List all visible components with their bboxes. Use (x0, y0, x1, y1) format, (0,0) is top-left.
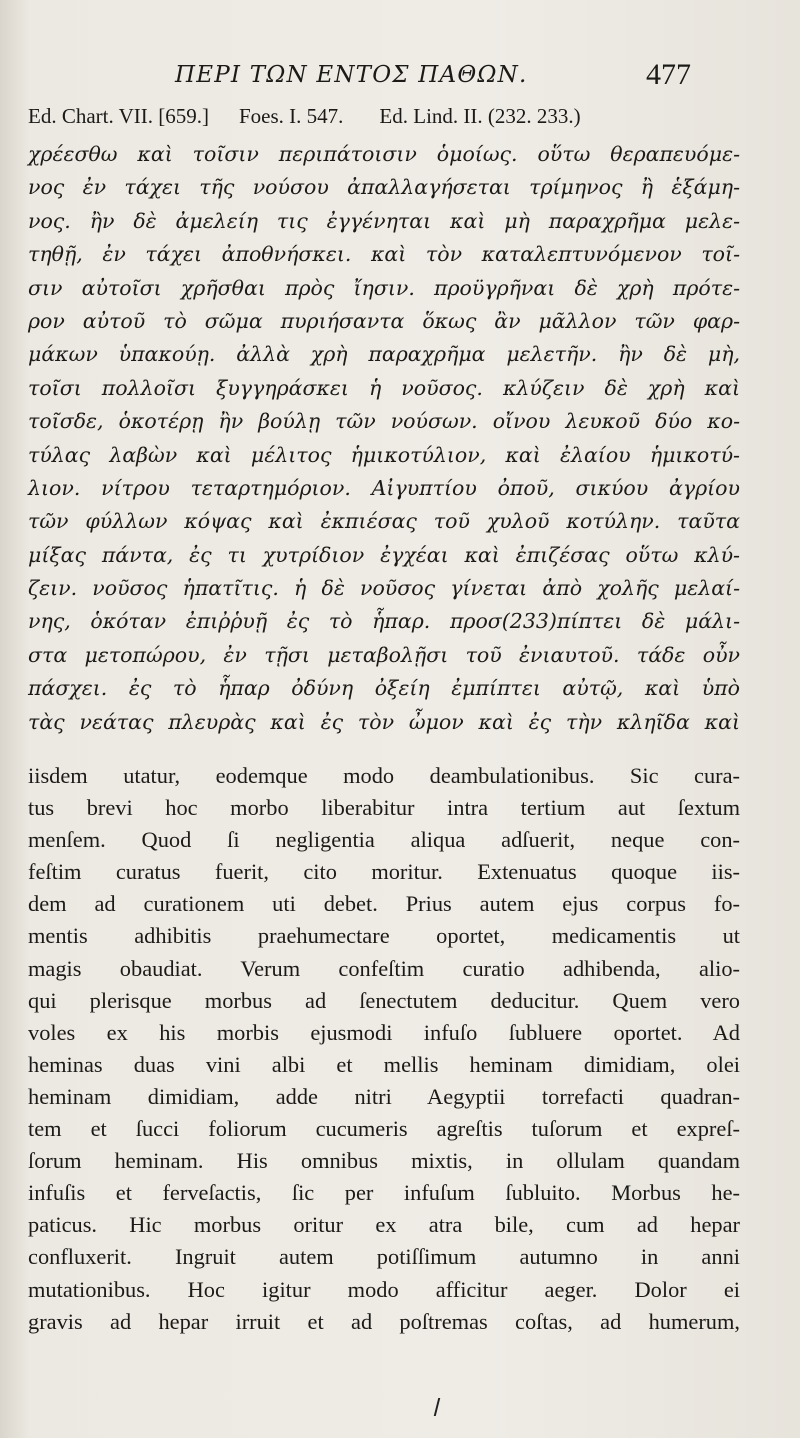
latin-line: dem ad curationem uti debet. Prius autem ejus corpus fo- (28, 891, 740, 917)
latin-line: gravis ad hepar irruit et ad poſtremas coſtas, ad humerum, (28, 1308, 740, 1334)
running-title: ΠΕΡΙ ΤΩΝ ΕΝΤΟΣ ΠΑΘΩΝ. (175, 62, 528, 88)
latin-line: qui plerisque morbus ad ſenectutem deducitur. Quem vero (28, 987, 740, 1013)
greek-line: τὰς νεάτας πλευρὰς καὶ ἐς τὸν ὦμον καὶ ἐς τὴν κληῖδα καὶ (28, 709, 740, 734)
greek-line: μίξας πάντα, ἐς τι χυτρίδιον ἐγχέαι καὶ ἐπιζέσας οὕτω κλύ- (28, 542, 740, 567)
greek-line: νος. ἢν δὲ ἀμελείη τις ἐγγένηται καὶ μὴ παραχρῆμα μελε- (28, 208, 740, 233)
latin-line: mutationibus. Hoc igitur modo afficitur aeger. Dolor ei (28, 1276, 740, 1302)
ed-chart-ref: Ed. Chart. VII. [659.] (28, 104, 209, 128)
latin-line: tus brevi hoc morbo liberabitur intra tertium aut ſextum (28, 795, 740, 821)
greek-line: νης, ὁκόταν ἐπιῤῥυῇ ἐς τὸ ἧπαρ. προσ(233)πίπτει δὲ μάλι- (28, 609, 740, 634)
latin-line: voles ex his morbis ejusmodi infuſo ſubluere oportet. Ad (28, 1019, 740, 1045)
latin-line: infuſis et ferveſactis, ſic per infuſum ſubluito. Morbus he- (28, 1180, 740, 1206)
latin-line: magis obaudiat. Verum confeſtim curatio adhibenda, alio- (28, 955, 740, 981)
latin-line: ſorum heminam. His omnibus mixtis, in ollulam quandam (28, 1148, 740, 1174)
ed-lind-ref: Ed. Lind. II. (232. 233.) (379, 104, 581, 128)
latin-line: mentis adhibitis praehumectare oportet, medicamentis ut (28, 923, 740, 949)
edition-references (28, 104, 740, 129)
foes-ref: Foes. I. 547. (239, 104, 344, 128)
latin-line: feſtim curatus fuerit, cito moritur. Extenuatus quoque iis- (28, 859, 740, 885)
greek-line: νος ἐν τάχει τῆς νούσου ἀπαλλαγήσεται τρίμηνος ἢ ἑξάμη- (28, 175, 740, 200)
latin-line: tem et ſucci foliorum cucumeris agreſtis tuſorum et expreſ- (28, 1116, 740, 1142)
greek-text-block (28, 138, 740, 739)
greek-line: τοῖσδε, ὁκοτέρῃ ἢν βούλῃ τῶν νούσων. οἴνου λευκοῦ δύο κο- (28, 409, 740, 434)
page-number: 477 (646, 58, 691, 91)
latin-line: menſem. Quod ſi negligentia aliqua adſuerit, neque con- (28, 827, 740, 853)
latin-line: paticus. Hic morbus oritur ex atra bile, cum ad hepar (28, 1212, 740, 1238)
greek-line: χρέεσθω καὶ τοῖσιν περιπάτοισιν ὁμοίως. οὕτω θεραπευόμε- (28, 142, 740, 166)
greek-line: μάκων ὑπακούῃ. ἀλλὰ χρὴ παραχρῆμα μελετῆν. ἢν δὲ μὴ, (28, 342, 740, 367)
greek-line: τῶν φύλλων κόψας καὶ ἐκπιέσας τοῦ χυλοῦ κοτύλην. ταῦτα (28, 509, 740, 534)
ink-mark (434, 1398, 440, 1416)
greek-line: σιν αὐτοῖσι χρῆσθαι πρὸς ἴησιν. προϋγρῆναι δὲ χρὴ πρότε- (28, 275, 740, 300)
latin-line: heminas duas vini albi et mellis heminam dimidiam, olei (28, 1051, 740, 1077)
greek-line: στα μετοπώρου, ἐν τῇσι μεταβολῇσι τοῦ ἐνιαυτοῦ. τάδε οὖν (28, 642, 740, 667)
greek-line: πάσχει. ἐς τὸ ἧπαρ ὀδύνη ὀξείη ἐμπίπτει αὐτῷ, καὶ ὑπὸ (28, 676, 740, 701)
latin-line: iisdem utatur, eodemque modo deambulationibus. Sic cura- (28, 763, 740, 788)
greek-line: λιον. νίτρου τεταρτημόριον. Αἰγυπτίου ὀποῦ, σικύου ἀγρίου (28, 475, 740, 500)
greek-line: ζειν. νοῦσος ἡπατῖτις. ἡ δὲ νοῦσος γίνεται ἀπὸ χολῆς μελαί- (28, 576, 740, 601)
greek-line: τοῖσι πολλοῖσι ξυγγηράσκει ἡ νοῦσος. κλύζειν δὲ χρὴ καὶ (28, 375, 740, 400)
latin-text-block (28, 760, 740, 1338)
running-head (0, 58, 800, 98)
greek-line: ρον αὐτοῦ τὸ σῶμα πυριήσαντα ὅκως ἂν μᾶλλον τῶν φαρ- (28, 308, 740, 333)
greek-line: τηθῇ, ἐν τάχει ἀποθνήσκει. καὶ τὸν καταλεπτυνόμενον τοῖ- (28, 242, 740, 267)
greek-line: τύλας λαβὼν καὶ μέλιτος ἡμικοτύλιον, καὶ ἐλαίου ἡμικοτύ- (28, 442, 740, 467)
latin-line: heminam dimidiam, adde nitri Aegyptii torrefacti quadran- (28, 1083, 740, 1109)
latin-line: confluxerit. Ingruit autem potiſſimum autumno in anni (28, 1244, 740, 1270)
